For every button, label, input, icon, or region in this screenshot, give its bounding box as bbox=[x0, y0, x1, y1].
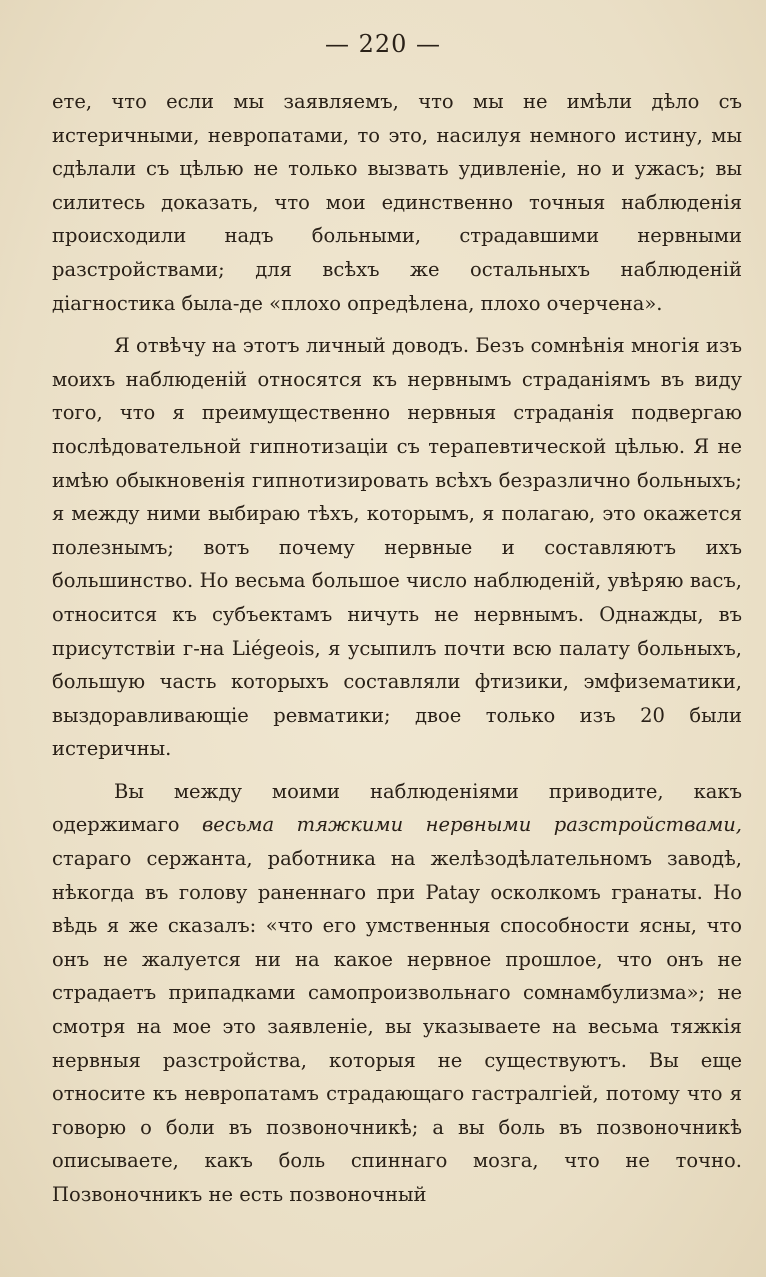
page-number: — 220 — bbox=[324, 30, 442, 58]
paragraph-3-start: Вы между моими наблюденіями приводите, какъ одержимаго bbox=[52, 779, 742, 837]
paragraph-3-end: стараго сержанта, работника на желѣзодѣлательномъ заводѣ, нѣкогда въ голову раненнаго при Patay осколкомъ гранаты. Но вѣдь я же сказалъ: «что его умственныя способности ясны, что онъ не жалуется ни на какое нервное прошлое, что онъ не страдаетъ припадками самопроизвольнаго сомнамбулизма»; не смотря на мое это заявленіе, вы указываете на весьма тяжкія нервныя разстройства, которыя не существуютъ. Вы еще относите къ невропатамъ страдающаго гастралгіей, потому что я говорю о боли въ позвоночникѣ; а вы боль въ позвоночникѣ описываете, какъ боль спиннаго мозга, что не точно. Позвоночникъ не есть позвоночный bbox=[52, 847, 742, 1206]
paragraph-2: Я отвѣчу на этотъ личный доводъ. Безъ сомнѣнія многія изъ моихъ наблюденій относятся къ нервнымъ страданіямъ въ виду того, что я преимущественно нервныя страданія подвергаю послѣдовательной гипнотизаціи съ терапевтической цѣлью. Я не имѣю обыкновенія гипнотизировать всѣхъ безразлично больныхъ; я между ними выбираю тѣхъ, которымъ, я полагаю, это окажется полезнымъ; вотъ почему нервные и составляютъ ихъ большинство. Но весьма большое число наблюденій, увѣряю васъ, относится къ субъектамъ ничуть не нервнымъ. Однажды, въ присутствіи г-на Liégeois, я усыпилъ почти всю палату больныхъ, большую часть которыхъ составляли фтизики, эмфизематики, выздоравливающіе ревматики; двое только изъ 20 были истеричны. bbox=[52, 334, 742, 761]
paragraph-3-italic-phrase: весьма тяжкими нервными разстройствами, bbox=[201, 813, 743, 837]
paragraph-3 bbox=[52, 775, 742, 1212]
page-body-text bbox=[52, 85, 742, 1212]
paragraph-1: ете, что если мы заявляемъ, что мы не имѣли дѣло съ истеричными, невропатами, то это, насилуя немного истину, мы сдѣлали съ цѣлью не только вызвать удивленіе, но и ужасъ; вы силитесь доказать, что мои единственно точныя наблюденія происходили надъ больными, страдавшими нервными разстройствами; для всѣхъ же остальныхъ наблюденій діагностика была-де «плохо опредѣлена, плохо очерчена». bbox=[52, 90, 742, 315]
